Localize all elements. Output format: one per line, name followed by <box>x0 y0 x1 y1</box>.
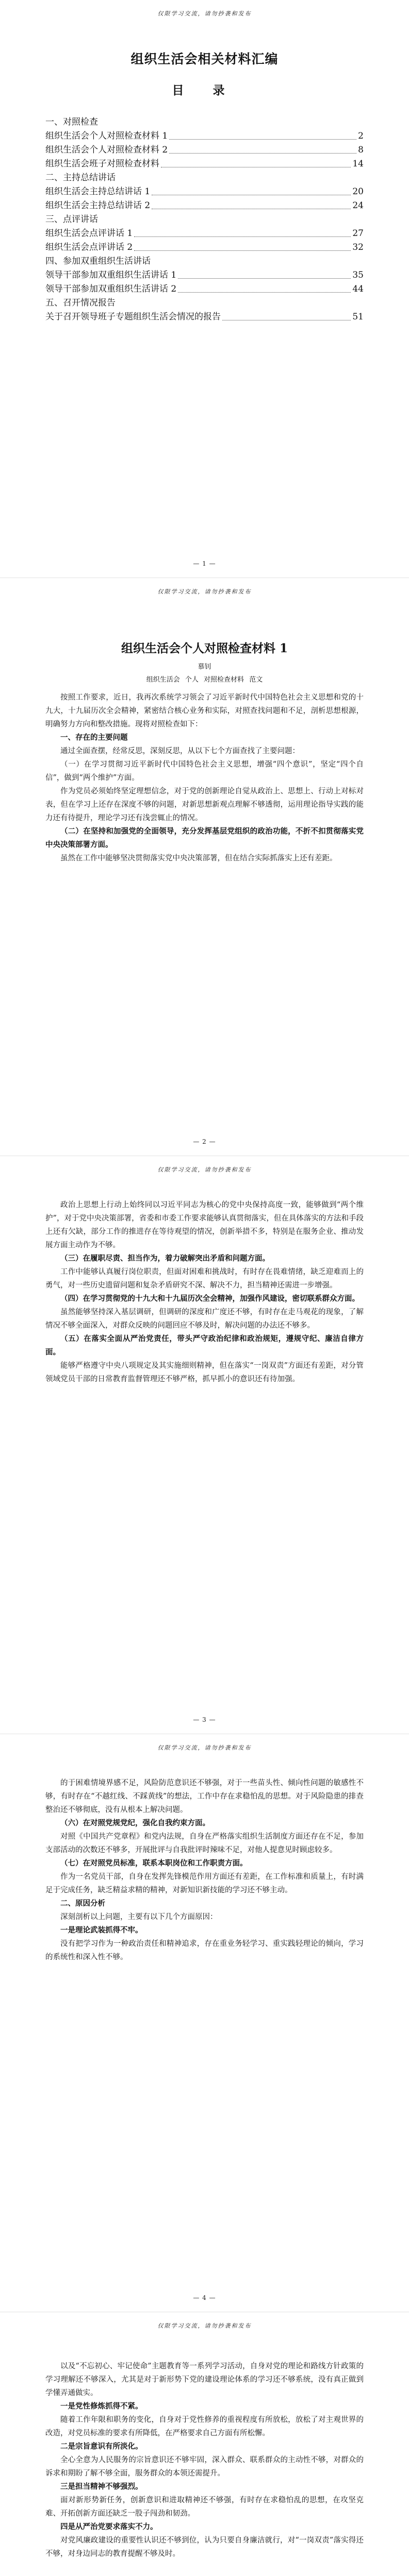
section-heading: 四是从严治党要求落实不力。 <box>60 2522 158 2531</box>
toc-entry-page: 14 <box>352 159 364 169</box>
watermark: 仅限学习交流，请勿抄袭和发布 <box>157 1744 252 1751</box>
toc-entry-label: 组织生活会点评讲话 2 <box>45 242 133 252</box>
section-heading: （七）在对照党员标准，联系本职岗位和工作职责方面。 <box>60 1859 248 1868</box>
toc-entry-label: 领导干部参加双重组织生活讲话 1 <box>45 270 177 280</box>
paragraph: 深刻剖析以上问题，主要有以下几个方面原因： <box>60 1913 218 1921</box>
section-heading: 三是担当精神不够强烈。 <box>60 2482 143 2491</box>
toc-entry-label: 领导干部参加双重组织生活讲话 2 <box>45 284 177 294</box>
toc-leader-dots <box>178 292 351 293</box>
toc-entry[interactable] <box>45 185 364 199</box>
toc-entry-page: 8 <box>358 145 364 155</box>
toc-entry[interactable] <box>45 157 364 171</box>
page-number: — 2 — <box>193 1138 216 1145</box>
toc-entry[interactable] <box>45 282 364 296</box>
page-number: — 4 — <box>193 2294 216 2301</box>
toc-section-heading: 五、召开情况报告 <box>45 298 116 308</box>
watermark: 仅限学习交流，请勿抄袭和发布 <box>157 10 252 17</box>
paragraph: 面对新形势新任务，创新意识和进取精神还不够强，有时存在求稳怕乱的思想，在攻坚克难、开拓创新方面还缺乏一股子闯劲和韧劲。 <box>45 2496 364 2518</box>
paragraph: 虽然能够坚持深入基层调研，但调研的深度和广度还不够，有时存在走马观花的现象，了解情况不够全面深入，对群众反映的问题回应不够及时，解决问题的办法还不够多。 <box>45 1308 364 1330</box>
toc-entry-label: 组织生活会个人对照检查材料 2 <box>45 145 168 155</box>
toc-entry-page: 35 <box>352 270 364 280</box>
page-number: — 1 — <box>193 560 216 567</box>
paragraph: 政治上思想上行动上始终同以习近平同志为核心的党中央保持高度一致，能够做到“两个维护”，对于党中央决策部署，省委和市委工作要求能够认真贯彻落实，但在具体落实的方法和手段上还有欠缺，部分工作的推进存在等待观望的情况，创新举措不多，特别是在服务企业、推动发展方面主动作为不够。 <box>45 1201 364 1249</box>
page-2 <box>0 578 409 1156</box>
keywords: 组织生活会 个人 对照检查材料 范文 <box>146 676 263 684</box>
toc-section-heading: 四、参加双重组织生活讲话 <box>45 256 151 266</box>
paragraph: 对照《中国共产党章程》和党内法规，自身在严格落实组织生活制度方面还存在不足，参加支部活动的次数还不够多，开展批评与自我批评时辣味不足，对他人提意见时顾虑较多。 <box>45 1833 364 1854</box>
paragraph: （一）在学习贯彻习近平新时代中国特色社会主义思想，增强“四个意识”，坚定“四个自信”，做到“两个维护”方面。 <box>45 760 364 782</box>
toc-entry-label: 组织生活会点评讲话 1 <box>45 228 133 239</box>
paragraph: 以及“不忘初心、牢记使命”主题教育等一系列学习活动，自身对党的理论和路线方针政策的学习理解还不够深入，尤其是对于新形势下党的建设理论体系的学习还不够系统，没有真正做到学懂弄通做实。 <box>45 2362 364 2397</box>
page-4 <box>0 1734 409 2312</box>
page-1 <box>0 0 409 578</box>
toc-entry-label: 组织生活会个人对照检查材料 1 <box>45 131 168 141</box>
toc-leader-dots <box>178 278 351 279</box>
paragraph: 没有把学习作为一种政治责任和精神追求，存在重业务轻学习、重实践轻理论的倾向，学习的系统性和深入性不够。 <box>45 1940 364 1961</box>
toc-section-heading: 三、点评讲话 <box>45 214 98 225</box>
paragraph: 对党风廉政建设的重要性认识还不够到位，认为只要自身廉洁就行，对“一岗双责”落实得还不够，对身边同志的教育提醒不够及时。 <box>45 2536 364 2558</box>
toc-entry-page: 32 <box>352 242 364 252</box>
page-5 <box>0 2312 409 2576</box>
section-heading: 一是党性修炼抓得不紧。 <box>60 2402 143 2411</box>
toc-leader-dots <box>134 236 351 237</box>
toc-leader-dots <box>169 139 356 140</box>
toc-entry[interactable] <box>45 129 364 143</box>
toc-leader-dots <box>169 153 356 154</box>
toc-entry-page: 51 <box>352 312 364 322</box>
section-heading: （四）在学习贯彻党的十九大和十九届历次全会精神，加强作风建设，密切联系群众方面。 <box>60 1294 359 1303</box>
toc-entry[interactable] <box>45 241 364 255</box>
toc-section-heading: 一、对照检查 <box>45 117 98 127</box>
toc-entry-label: 组织生活会班子对照检查材料 <box>45 159 159 169</box>
table-of-contents <box>45 115 364 324</box>
toc-leader-dots <box>134 250 351 251</box>
toc-heading: 目 录 <box>172 83 237 97</box>
page-number: — 3 — <box>193 1716 216 1723</box>
section-heading: 二是宗旨意识有所淡化。 <box>60 2442 143 2451</box>
toc-entry-label: 组织生活会主持总结讲话 2 <box>45 200 151 211</box>
paragraph: 的于困难情境界感不足，风险防范意识还不够强，对于一些苗头性、倾向性问题的敏感性不够，有时存在“不越红线、不踩黄线”的想法，工作中存在求稳怕乱的思想。对于风险隐患的排查整治还不够彻底，没有从根本上解决问题。 <box>45 1779 364 1814</box>
toc-entry[interactable] <box>45 143 364 157</box>
article-body <box>45 2360 364 2561</box>
toc-entry-page: 27 <box>352 228 364 239</box>
toc-entry-page: 2 <box>358 131 364 141</box>
paragraph: 作为党员必须始终坚定理想信念，对于党的创新理论自觉从政治上、思想上、行动上对标对表，但在学习上还存在深度不够的问题，对新思想新观点理解不够透彻，运用理论指导实践的能力还有待提升，理论学习还有浅尝辄止的情况。 <box>45 787 364 822</box>
paragraph: 全心全意为人民服务的宗旨意识还不够牢固，深入群众、联系群众的主动性不够，对群众的诉求和期盼了解不够全面，服务群众的本领还需提升。 <box>45 2456 364 2478</box>
section-heading: （五）在落实全面从严治党责任，带头严守政治纪律和政治规矩，遵规守纪、廉洁自律方面。 <box>45 1334 364 1357</box>
author: 慕钊 <box>198 663 211 671</box>
paragraph: 按照工作要求，近日，我再次系统学习领会了习近平新时代中国特色社会主义思想和党的十九大，十九届历次全会精神，紧密结合核心业务和实际，对照查找问题和不足，剖析思想根源，明确努力方向和整改措施。现将对照检查如下： <box>45 693 364 728</box>
document-title: 组织生活会相关材料汇编 <box>130 52 279 66</box>
toc-entry[interactable] <box>45 268 364 282</box>
toc-entry-page: 24 <box>352 200 364 211</box>
paragraph: 工作中能够认真履行岗位职责，但面对困难和挑战时，有时存在畏难情绪，缺乏迎难而上的勇气，对一些历史遗留问题和复杂矛盾研究不深、解决不力，担当精神还需进一步增强。 <box>45 1268 364 1290</box>
section-heading: （六）在对照党规党纪，强化自我约束方面。 <box>60 1819 210 1827</box>
paragraph: 通过全面查摆，经常反思，深刻反思，从以下七个方面查找了主要问题： <box>60 747 300 755</box>
toc-entry-label: 关于召开领导班子专题组织生活会情况的报告 <box>45 312 221 322</box>
article-body <box>45 1776 364 1964</box>
article-body <box>45 1198 364 1386</box>
toc-entry[interactable] <box>45 310 364 324</box>
toc-entry-page: 20 <box>352 187 364 197</box>
section-heading: （二）在坚持和加强党的全面领导，充分发挥基层党组织的政治功能，不折不扣贯彻落实党中央决策部署方面。 <box>45 827 364 849</box>
section-heading: （三）在履职尽责、担当作为，着力破解突出矛盾和问题方面。 <box>60 1254 270 1263</box>
toc-entry-label: 组织生活会主持总结讲话 1 <box>45 187 151 197</box>
page-3 <box>0 1156 409 1734</box>
paragraph: 作为一名党员干部，自身在发挥先锋模范作用方面还有差距，在工作标准和质量上，有时满足于完成任务，缺乏精益求精的精神，对新知识新技能的学习还不够主动。 <box>45 1873 364 1894</box>
paragraph: 能够严格遵守中央八项规定及其实施细则精神，但在落实“一岗双责”方面还有差距，对分管领域党员干部的日常教育监督管理还不够严格，抓早抓小的意识还有待加强。 <box>45 1362 364 1383</box>
paragraph: 随着工作年限和职务的变化，自身对于党性修养的重视程度有所放松，放松了对主观世界的改造，对党员标准的要求有所降低，在严格要求自己方面有所松懈。 <box>45 2416 364 2437</box>
section-heading: 一是理论武装抓得不牢。 <box>60 1926 143 1935</box>
article-body <box>45 691 364 865</box>
paragraph: 虽然在工作中能够坚决贯彻落实党中央决策部署，但在结合实际抓落实上还有差距。 <box>60 854 337 862</box>
toc-entry[interactable] <box>45 227 364 241</box>
watermark: 仅限学习交流，请勿抄袭和发布 <box>157 588 252 595</box>
section-heading: 二、原因分析 <box>60 1899 105 1908</box>
toc-section-heading: 二、主持总结讲话 <box>45 173 116 183</box>
watermark: 仅限学习交流，请勿抄袭和发布 <box>157 2323 252 2329</box>
section-heading: 一、存在的主要问题 <box>60 733 128 742</box>
article-title: 组织生活会个人对照检查材料 1 <box>121 641 288 655</box>
toc-entry-page: 44 <box>352 284 364 294</box>
watermark: 仅限学习交流，请勿抄袭和发布 <box>157 1166 252 1173</box>
toc-entry[interactable] <box>45 199 364 213</box>
